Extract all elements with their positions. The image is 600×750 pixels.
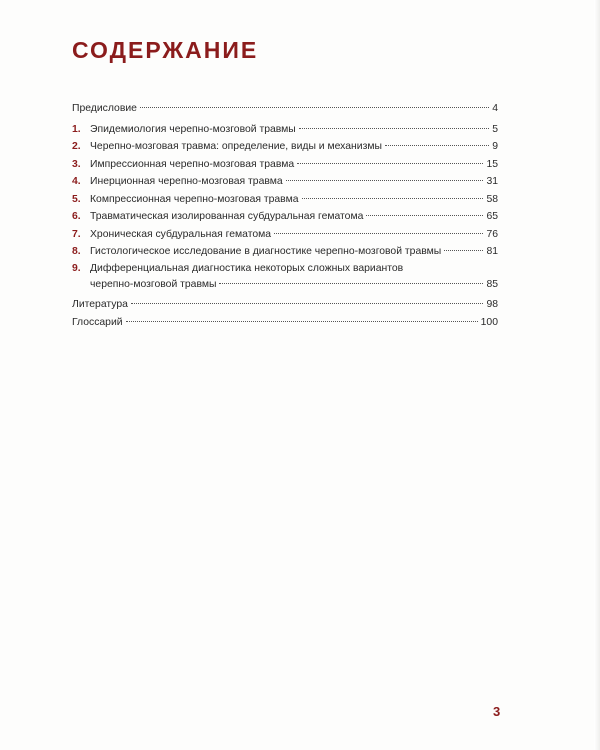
dot-leader (219, 283, 483, 284)
dot-leader (126, 321, 478, 322)
toc-entry-page: 5 (492, 123, 498, 135)
toc-entry-page: 15 (486, 158, 498, 170)
toc-entry-chapter-4[interactable] (72, 173, 498, 191)
chapter-number: 9. (72, 262, 81, 274)
toc-entry-chapter-8[interactable] (72, 243, 498, 261)
chapter-number: 3. (72, 158, 81, 170)
chapter-number: 8. (72, 246, 81, 257)
toc-entry-label: Черепно-мозговая травма: определение, виды и механизмы (90, 141, 382, 152)
dot-leader (297, 163, 483, 164)
chapter-number: 7. (72, 228, 81, 240)
toc-entry-page: 76 (486, 228, 498, 240)
toc-entry-label: Литература (72, 299, 128, 310)
chapter-number: 2. (72, 141, 81, 152)
toc-entry-page: 100 (480, 316, 498, 328)
toc-entry-page: 9 (492, 141, 498, 152)
toc-entry-page: 65 (486, 211, 498, 222)
toc-entry-page: 58 (486, 193, 498, 205)
toc-entry-label: черепно-мозговой травмы (90, 278, 217, 290)
toc-entry-label: Инерционная черепно-мозговая травма (90, 176, 283, 187)
dot-leader (286, 180, 484, 181)
toc-entry-page: 85 (486, 278, 498, 290)
table-of-contents (72, 100, 498, 331)
toc-entry-label: Глоссарий (72, 316, 123, 328)
toc-entry-preface[interactable] (72, 100, 498, 118)
toc-entry-label: Предисловие (72, 103, 137, 114)
dot-leader (131, 303, 484, 304)
toc-entry-label: Гистологическое исследование в диагностике черепно-мозговой травмы (90, 246, 442, 257)
page-title: СОДЕРЖАНИЕ (72, 37, 259, 63)
toc-entry-label: Травматическая изолированная субдуральная гематома (90, 211, 364, 222)
toc-entry-label: Эпидемиология черепно-мозговой травмы (90, 123, 296, 135)
dot-leader (444, 250, 483, 251)
toc-entry-chapter-6[interactable] (72, 208, 498, 226)
toc-entry-glossary[interactable] (72, 314, 498, 332)
toc-entry-page: 31 (486, 176, 498, 187)
chapter-number: 1. (72, 123, 81, 135)
dot-leader (140, 107, 489, 108)
page-edge-shadow (594, 0, 600, 750)
page-number: 3 (493, 704, 501, 719)
dot-leader (274, 233, 483, 234)
toc-entry-label: Импрессионная черепно-мозговая травма (90, 158, 295, 170)
toc-entry-chapter-9[interactable] (72, 261, 498, 276)
chapter-number: 5. (72, 193, 81, 205)
toc-entry-label: Компрессионная черепно-мозговая травма (90, 193, 299, 205)
dot-leader (299, 128, 489, 129)
dot-leader (366, 215, 483, 216)
toc-entry-label: Хроническая субдуральная гематома (90, 228, 272, 240)
toc-entry-label: Дифференциальная диагностика некоторых сложных вариантов (90, 262, 404, 274)
chapter-number: 6. (72, 211, 81, 222)
toc-entry-chapter-3[interactable] (72, 156, 498, 174)
toc-entry-page: 81 (486, 246, 498, 257)
dot-leader (302, 198, 484, 199)
chapter-number: 4. (72, 176, 81, 187)
toc-entry-literature[interactable] (72, 296, 498, 314)
toc-entry-chapter-2[interactable] (72, 138, 498, 156)
toc-entry-page: 98 (486, 299, 498, 310)
dot-leader (385, 145, 489, 146)
toc-entry-chapter-9-continuation[interactable] (72, 276, 498, 294)
toc-entry-chapter-5[interactable] (72, 191, 498, 209)
toc-entry-page: 4 (492, 103, 498, 114)
toc-entry-chapter-1[interactable] (72, 121, 498, 139)
toc-entry-chapter-7[interactable] (72, 226, 498, 244)
